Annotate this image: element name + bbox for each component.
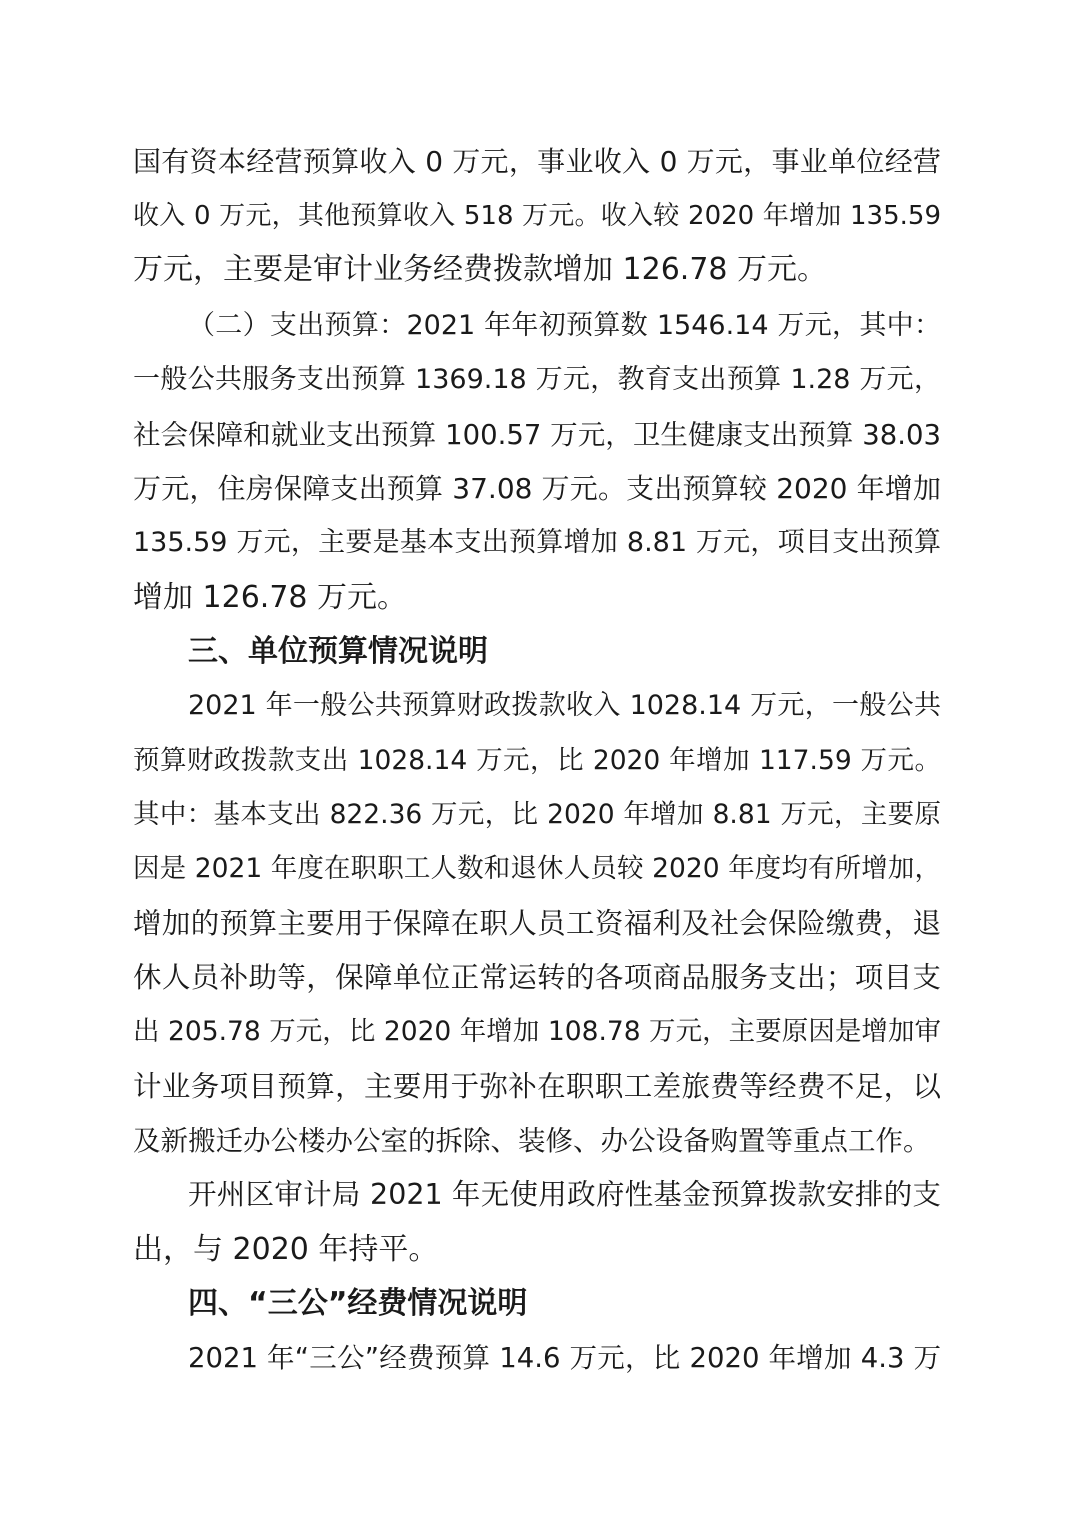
paragraph-line: 一般公共服务支出预算 1369.18 万元，教育支出预算 1.28 万元，	[133, 364, 941, 395]
section-heading: 三、单位预算情况说明	[188, 634, 488, 669]
paragraph-line: 出，与 2020 年持平。	[133, 1232, 439, 1267]
paragraph-line: 135.59 万元，主要是基本支出预算增加 8.81 万元，项目支出预算	[133, 527, 941, 558]
paragraph-line: 万元，主要是审计业务经费拨款增加 126.78 万元。	[133, 252, 828, 287]
paragraph-line: 因是 2021 年度在职职工人数和退休人员较 2020 年度均有所增加，	[133, 853, 941, 884]
paragraph-line: 休人员补助等，保障单位正常运转的各项商品服务支出；项目支	[133, 961, 941, 994]
paragraph-line: 增加 126.78 万元。	[133, 580, 408, 615]
paragraph-line: 其中：基本支出 822.36 万元，比 2020 年增加 8.81 万元，主要原	[133, 799, 941, 830]
paragraph-line: 万元，住房保障支出预算 37.08 万元。支出预算较 2020 年增加	[133, 472, 941, 505]
paragraph-line: 国有资本经营预算收入 0 万元，事业收入 0 万元，事业单位经营	[133, 145, 941, 178]
paragraph-line: 2021 年“三公”经费预算 14.6 万元，比 2020 年增加 4.3 万	[188, 1342, 941, 1374]
paragraph-line: 开州区审计局 2021 年无使用政府性基金预算拨款安排的支	[188, 1178, 941, 1211]
paragraph-line: 出 205.78 万元，比 2020 年增加 108.78 万元，主要原因是增加审	[133, 1016, 941, 1047]
paragraph-line: 社会保障和就业支出预算 100.57 万元，卫生健康支出预算 38.03	[133, 419, 941, 451]
paragraph-line: 2021 年一般公共预算财政拨款收入 1028.14 万元，一般公共	[188, 690, 941, 721]
paragraph-line: 及新搬迁办公楼办公室的拆除、装修、办公设备购置等重点工作。	[133, 1125, 931, 1157]
paragraph-line: 计业务项目预算，主要用于弥补在职职工差旅费等经费不足，以	[133, 1070, 941, 1103]
paragraph-line: 预算财政拨款支出 1028.14 万元，比 2020 年增加 117.59 万元。	[133, 745, 941, 776]
paragraph-line: 收入 0 万元，其他预算收入 518 万元。收入较 2020 年增加 135.59	[133, 201, 941, 231]
paragraph-line: 增加的预算主要用于保障在职人员工资福利及社会保险缴费，退	[133, 907, 941, 940]
paragraph-line: （二）支出预算：2021 年年初预算数 1546.14 万元，其中：	[188, 310, 941, 341]
section-heading: 四、“三公”经费情况说明	[188, 1286, 528, 1321]
